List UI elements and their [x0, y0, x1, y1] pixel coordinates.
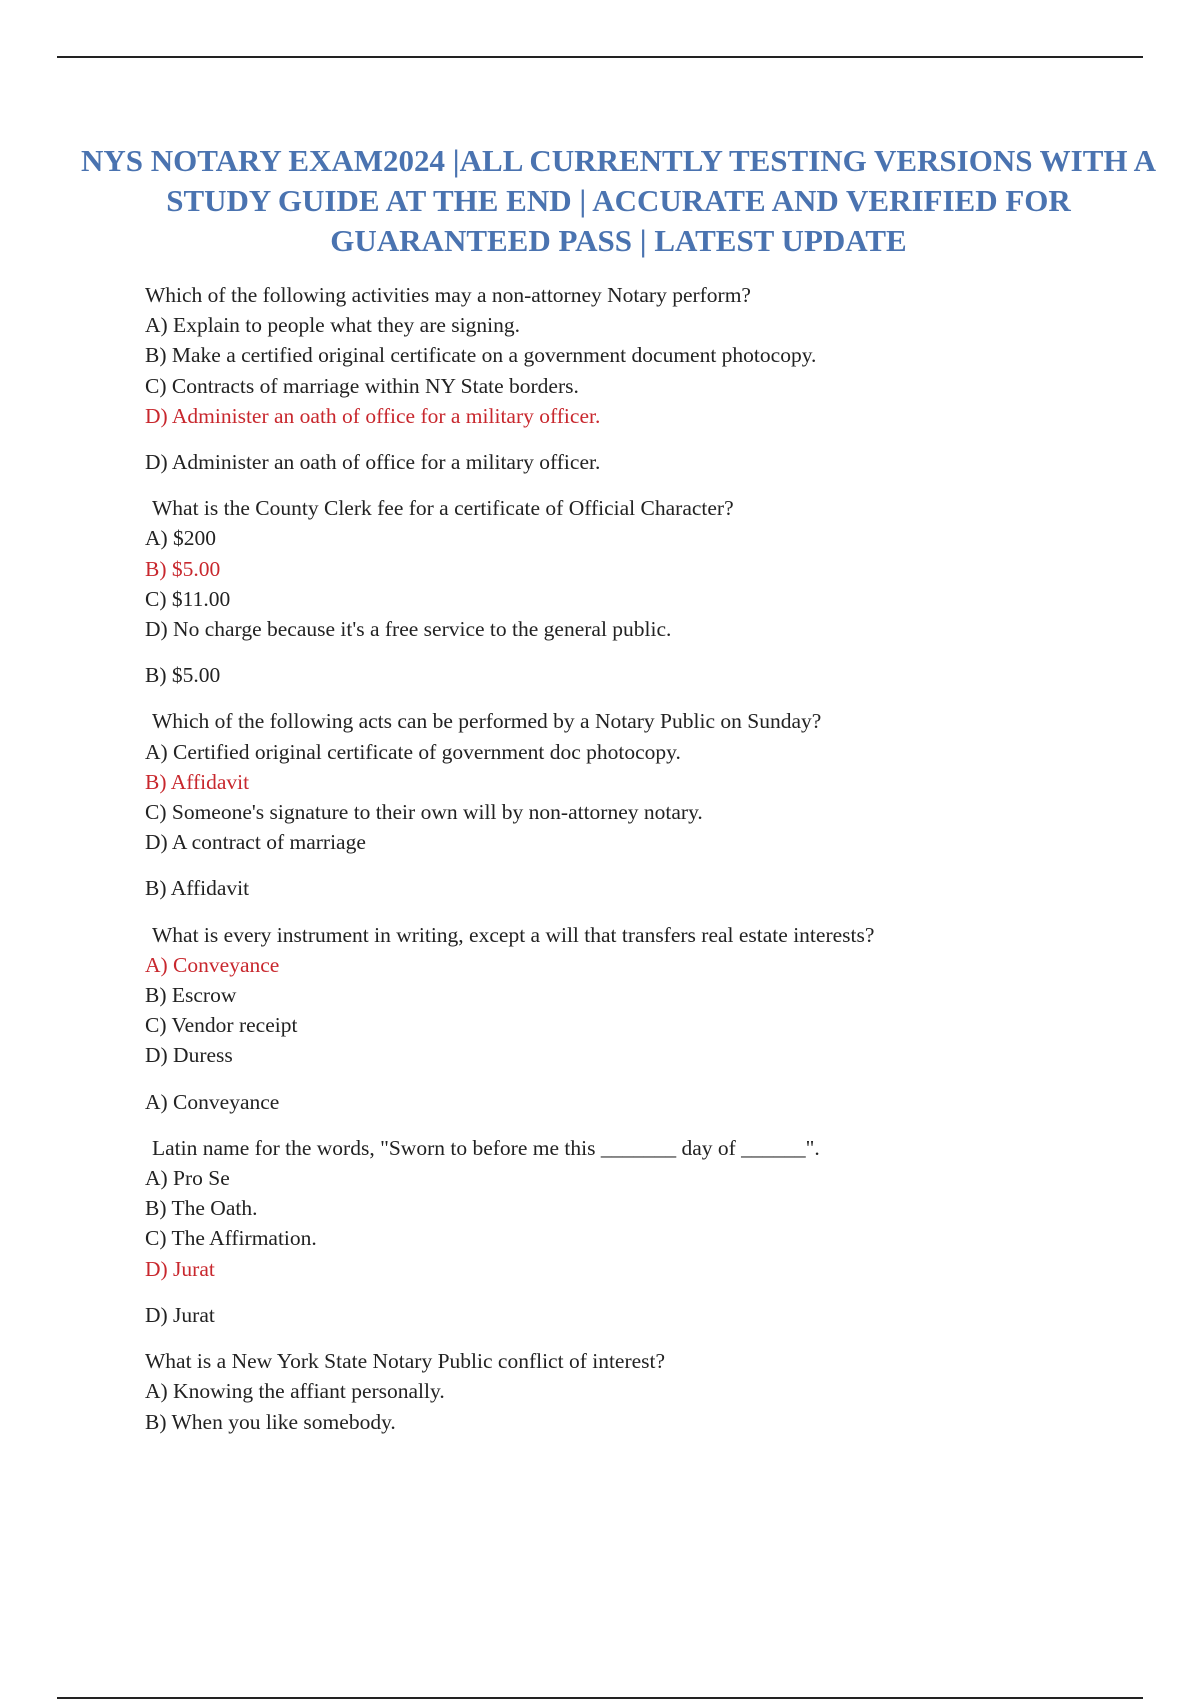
answer-option: D) Duress	[145, 1043, 233, 1068]
question-text: Which of the following activities may a non-attorney Notary perform?	[145, 283, 751, 307]
answer-option: C) Vendor receipt	[145, 1013, 298, 1038]
answer-option: D) A contract of marriage	[145, 830, 366, 855]
question-block	[145, 1346, 1095, 1437]
answer-option: C) Contracts of marriage within NY State borders.	[145, 373, 579, 398]
answer-option: C) $11.00	[145, 586, 231, 611]
question-block	[145, 493, 1095, 690]
answer-option: C) Someone's signature to their own will by non-attorney notary.	[145, 800, 703, 825]
question-list	[145, 280, 1095, 1437]
question-block	[145, 920, 1095, 1117]
correct-option: D) Administer an oath of office for a military officer.	[145, 403, 601, 428]
answer-line: B) Affidavit	[145, 876, 250, 901]
question-block	[145, 1133, 1095, 1330]
question-block	[145, 280, 1095, 477]
answer-line: D) Administer an oath of office for a military officer.	[145, 450, 601, 475]
answer-line: A) Conveyance	[145, 1089, 280, 1114]
answer-line: B) $5.00	[145, 663, 221, 688]
answer-option: A) Knowing the affiant personally.	[145, 1379, 445, 1404]
answer-option: B) Make a certified original certificate on a government document photocopy.	[145, 343, 817, 368]
question-block	[145, 706, 1095, 903]
answer-option: A) Explain to people what they are signing.	[145, 313, 520, 338]
answer-line: D) Jurat	[145, 1302, 215, 1327]
question-text: What is the County Clerk fee for a certificate of Official Character?	[152, 496, 734, 521]
correct-option: D) Jurat	[145, 1256, 215, 1281]
correct-option: B) $5.00	[145, 556, 221, 581]
answer-option: B) Escrow	[145, 983, 237, 1008]
answer-option: B) The Oath.	[145, 1196, 258, 1221]
answer-option: B) When you like somebody.	[145, 1409, 396, 1434]
question-text: Which of the following acts can be performed by a Notary Public on Sunday?	[152, 709, 822, 734]
answer-option: D) No charge because it's a free service to the general public.	[145, 617, 672, 642]
answer-option: A) $200	[145, 526, 217, 551]
answer-option: A) Certified original certificate of government doc photocopy.	[145, 739, 681, 764]
answer-option: C) The Affirmation.	[145, 1226, 317, 1251]
bottom-divider	[57, 1697, 1143, 1699]
correct-option: A) Conveyance	[145, 952, 280, 977]
question-text: Latin name for the words, "Sworn to before me this _______ day of ______".	[152, 1135, 820, 1160]
document-title: NYS NOTARY EXAM2024 |ALL CURRENTLY TESTING VERSIONS WITH A STUDY GUIDE AT THE END | ACCURATE AND VERIFIED FOR GUARANTEED PASS | LATEST UPDATE	[81, 143, 1156, 258]
answer-option: A) Pro Se	[145, 1166, 230, 1191]
question-text: What is every instrument in writing, except a will that transfers real estate interests?	[152, 922, 875, 947]
correct-option: B) Affidavit	[145, 769, 250, 794]
question-text: What is a New York State Notary Public conflict of interest?	[145, 1349, 666, 1374]
top-divider	[57, 56, 1143, 58]
